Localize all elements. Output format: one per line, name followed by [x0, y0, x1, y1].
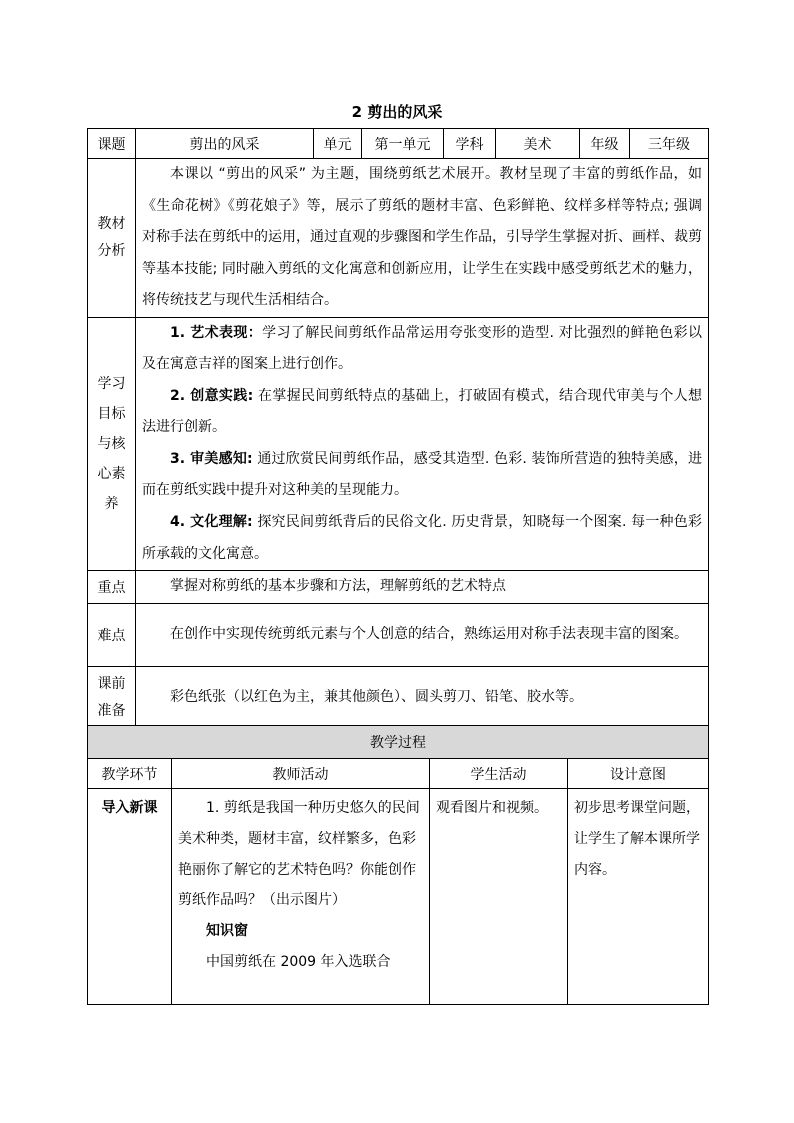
- preparation-row: [88, 666, 709, 729]
- topic-label: 课题: [88, 129, 136, 159]
- preparation-text: 彩色纸张（以红色为主，兼其他颜色）、圆头剪刀、铅笔、胶水等。: [170, 689, 583, 705]
- goals-label: [88, 317, 136, 571]
- analysis-text: 本课以 “剪出的风采” 为主题，围绕剪纸艺术展开。教材呈现了丰富的剪纸作品，如《生命花树》《剪花娘子》等，展示了剪纸的题材丰富、色彩鲜艳、纹样多样等特点; 强调对称手法在剪纸中的运用，通过直观的步骤图和学生作品，引导学生掌握对折、画样、裁剪等基本技能; 同时融入剪纸的文化寓意和创新应用，让学生在实践中感受剪纸艺术的魅力，将传统技艺与现代生活相结合。: [142, 166, 702, 308]
- goals-label-line: 心素: [97, 465, 126, 482]
- grade-label: 年级: [580, 129, 630, 159]
- teaching-process-table: [87, 725, 709, 1005]
- goal-item: [136, 507, 708, 570]
- goal-item: [136, 381, 708, 444]
- difficulty-row: [88, 603, 709, 666]
- preparation-label-line: 课前: [97, 675, 126, 692]
- student-activity-cell: 观看图片和视频。: [430, 789, 568, 1005]
- goals-label-line: 与核: [97, 435, 126, 452]
- process-title: 教学过程: [88, 726, 709, 759]
- knowledge-window-text: 中国剪纸在 2009 年入选联合: [206, 953, 391, 970]
- document-title: 2 剪出的风采: [351, 103, 443, 121]
- process-row: [88, 789, 709, 1005]
- goal-heading: 2. 创意实践:: [170, 387, 254, 404]
- header-row: [88, 129, 709, 159]
- goals-label-line: 养: [104, 495, 119, 512]
- goal-text: 学习了解民间剪纸作品常运用夸张变形的造型. 对比强烈的鲜艳色彩以及在寓意吉祥的图案上进行创作。: [142, 324, 703, 373]
- subject-label: 学科: [444, 129, 496, 159]
- goals-label-line: 学习: [97, 375, 126, 392]
- key-point-label: 重点: [88, 571, 136, 604]
- topic-value: 剪出的风采: [136, 129, 314, 159]
- preparation-label: [88, 666, 136, 729]
- difficulty-label: 难点: [88, 603, 136, 666]
- goal-text: 在掌握民间剪纸特点的基础上，打破固有模式，结合现代审美与个人想法进行创新。: [142, 387, 702, 436]
- analysis-label-line: 分析: [97, 242, 126, 259]
- lesson-info-table: [87, 128, 709, 730]
- goals-row: [88, 317, 709, 571]
- goal-heading: 3. 审美感知:: [170, 450, 253, 467]
- process-title-row: [88, 726, 709, 759]
- difficulty-text: 在创作中实现传统剪纸元素与个人创意的结合，熟练运用对称手法表现丰富的图案。: [170, 626, 688, 642]
- goal-heading: 4. 文化理解:: [170, 514, 253, 531]
- grade-value: 三年级: [630, 129, 709, 159]
- column-header: 教学环节: [88, 759, 172, 789]
- column-header: 学生活动: [430, 759, 568, 789]
- knowledge-window-title: 知识窗: [206, 923, 248, 940]
- column-header: 设计意图: [568, 759, 709, 789]
- key-point-cell: [136, 571, 709, 604]
- key-point-row: [88, 571, 709, 604]
- analysis-label: [88, 159, 136, 318]
- process-header-row: [88, 759, 709, 789]
- goal-heading: 1. 艺术表现：: [170, 324, 263, 341]
- column-header: 教师活动: [172, 759, 430, 789]
- analysis-text-cell: [136, 159, 709, 318]
- analysis-row: [88, 159, 709, 318]
- goal-text: 探究民间剪纸背后的民俗文化. 历史背景，知晓每一个图案. 每一种色彩所承载的文化寓意。: [142, 514, 702, 562]
- subject-value: 美术: [496, 129, 580, 159]
- key-point-text: 掌握对称剪纸的基本步骤和方法，理解剪纸的艺术特点: [170, 578, 506, 595]
- goal-text: 通过欣赏民间剪纸作品，感受其造型. 色彩. 装饰所营造的独特美感，进而在剪纸实践中提升对这种美的呈现能力。: [142, 450, 702, 499]
- goals-label-line: 目标: [97, 405, 126, 422]
- preparation-cell: [136, 666, 709, 729]
- preparation-label-line: 准备: [97, 702, 126, 719]
- goal-item: [136, 318, 708, 381]
- teacher-activity-text: 1. 剪纸是我国一种历史悠久的民间美术种类，题材丰富，纹样繁多，色彩艳丽你了解它的艺术特色吗？你能创作剪纸作品吗？（出示图片）: [178, 800, 420, 909]
- design-intent-cell: 初步思考课堂问题，让学生了解本课所学内容。: [568, 789, 709, 1005]
- unit-value: 第一单元: [362, 129, 444, 159]
- stage-cell: 导入新课: [88, 789, 172, 1005]
- goals-list: [136, 317, 709, 571]
- goal-item: [136, 444, 708, 507]
- analysis-label-line: 教材: [97, 215, 126, 232]
- unit-label: 单元: [314, 129, 362, 159]
- teacher-activity-cell: [172, 789, 430, 1005]
- difficulty-cell: [136, 603, 709, 666]
